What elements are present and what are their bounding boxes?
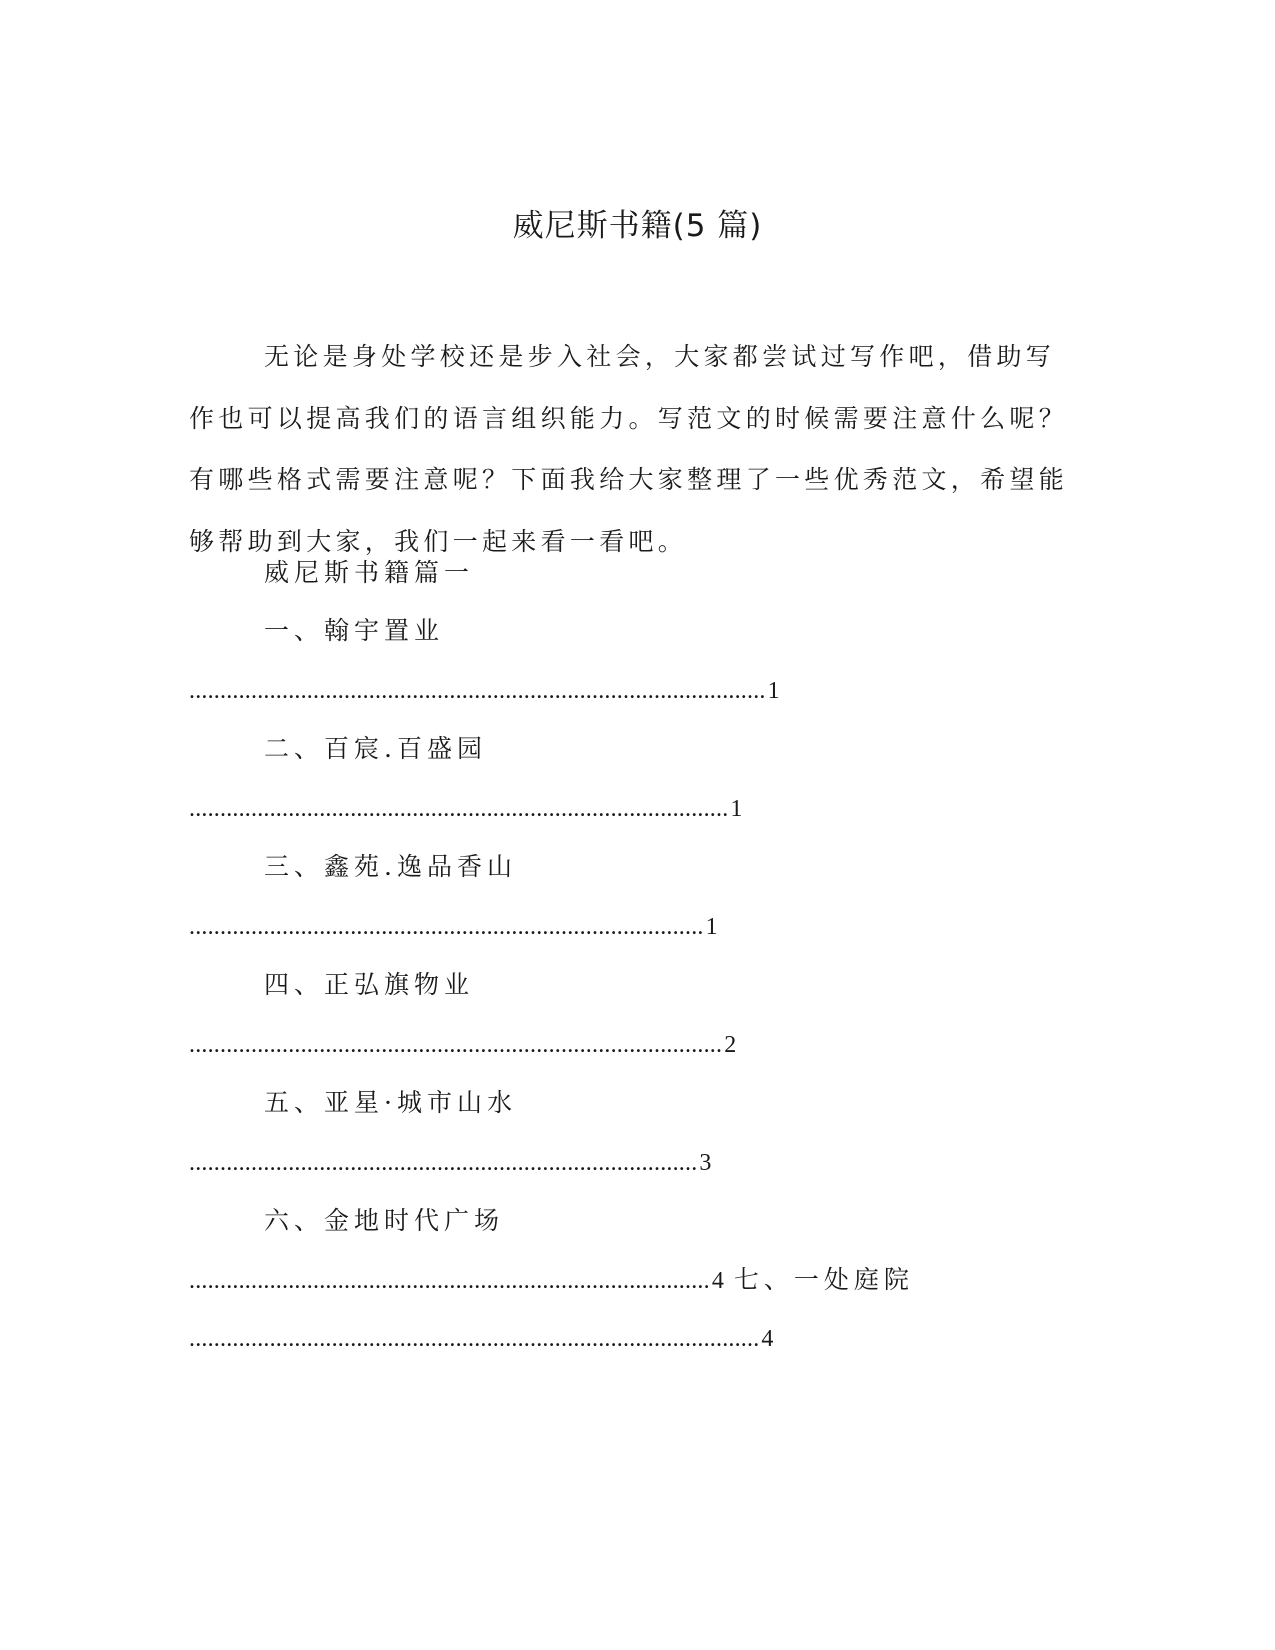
toc-item-leader: [189, 673, 780, 709]
toc-item-leader: [189, 1027, 736, 1063]
intro-paragraph: 无论是身处学校还是步入社会，大家都尝试过写作吧，借助写作也可以提高我们的语言组织能力。写范文的时候需要注意什么呢？有哪些格式需要注意呢？下面我给大家整理了一些优秀范文，希望能够帮助到大家，我们一起来看一看吧。: [189, 342, 1069, 556]
dot-leader: ...................................................................................: [189, 914, 704, 940]
toc-item-label: 一、翰宇置业: [264, 616, 445, 645]
dot-leader: ....................................................................................: [189, 1268, 710, 1294]
toc-item-leader: [189, 1262, 914, 1299]
dot-leader: .......................................................................................: [189, 796, 729, 822]
toc-item-label: 三、鑫苑.逸品香山: [264, 852, 517, 881]
dot-leader: ..................................................................................: [189, 1150, 698, 1176]
dot-leader: ......................................................................................: [189, 1032, 723, 1058]
toc-item-page: 1: [767, 678, 780, 704]
toc-item-page: 3: [699, 1150, 712, 1176]
toc-item-page: 4: [711, 1268, 724, 1294]
toc-item-label: 六、金地时代广场: [264, 1206, 505, 1235]
toc-item-page: 4: [761, 1326, 774, 1352]
toc-item-label: 五、亚星·城市山水: [264, 1088, 517, 1117]
toc-item-label: 七、一处庭院: [733, 1265, 914, 1294]
toc-item-page: 2: [724, 1032, 737, 1058]
document-title: 威尼斯书籍(5 篇): [512, 208, 763, 244]
toc-item-leader: [189, 909, 718, 945]
toc-item-label: 四、正弘旗物业: [264, 970, 475, 999]
section-heading: 威尼斯书籍篇一: [264, 558, 475, 587]
toc-item-label: 二、百宸.百盛园: [264, 734, 487, 763]
dot-leader: ............................................................................................: [189, 1326, 760, 1352]
dot-leader: .............................................................................................: [189, 678, 766, 704]
toc-item-page: 1: [730, 796, 743, 822]
toc-item-page: 1: [705, 914, 718, 940]
toc-item-leader: [189, 1145, 711, 1181]
toc-item-leader: [189, 1321, 773, 1357]
toc-item-leader: [189, 791, 742, 827]
